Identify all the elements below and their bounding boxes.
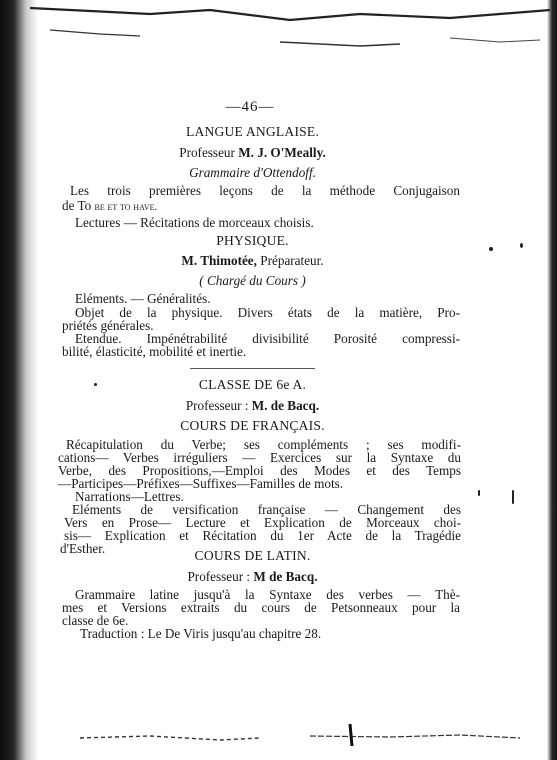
- professor-line-classe: [75, 398, 430, 413]
- scan-noise-top: [30, 0, 550, 60]
- text-fragment: de To: [62, 198, 92, 213]
- course-note: ( Chargé du Cours ): [199, 273, 306, 288]
- scan-speck: [478, 490, 480, 496]
- professor-prefix: Professeur :: [185, 398, 249, 413]
- professor-prefix: Professeur :: [187, 569, 251, 584]
- professor-name: M. J. O'Meally.: [238, 145, 326, 160]
- class-heading: CLASSE DE 6e A.: [198, 377, 307, 392]
- page-number: —46—: [225, 99, 275, 115]
- text-line: Lectures — Récitations de morceaux choisis.: [75, 215, 314, 230]
- text-line: Grammaire latine jusqu'à la Syntaxe des verbes — Thè-: [75, 587, 460, 602]
- section-divider: [190, 368, 315, 369]
- scan-speck: [512, 490, 514, 504]
- scan-shadow-right: [547, 0, 557, 760]
- text-line: bilité, élasticité, mobilité et inertie.: [62, 344, 247, 359]
- section-heading-physique: PHYSIQUE.: [216, 233, 289, 248]
- text-line: d'Esther.: [60, 541, 106, 556]
- scan-noise-bottom: [60, 710, 540, 760]
- text-line: classe de 6e.: [62, 613, 129, 628]
- text-small-caps: be et to have.: [94, 201, 158, 213]
- text-line: Vers en Prose— Lecture et Explication de Morceaux choi-: [64, 515, 461, 530]
- text-line: Narrations—Lettres.: [75, 489, 184, 504]
- scan-speck: [489, 247, 493, 251]
- text-line: mes et Versions extraits du cours de Petsonneaux pour la: [62, 600, 460, 615]
- professor-line-physique: [75, 253, 430, 268]
- section-heading-francais: COURS DE FRANÇAIS.: [180, 418, 325, 433]
- professor-role: Préparateur.: [260, 253, 324, 268]
- professor-name: M. de Bacq.: [251, 398, 320, 413]
- text-line: Récapitulation du Verbe; ses compléments ; ses modifi-: [66, 437, 461, 452]
- text-line: Objet de la physique. Divers états de la matière, Pro-: [75, 305, 460, 320]
- text-line: priétés générales.: [62, 318, 154, 333]
- section-heading-anglais: LANGUE ANGLAISE.: [185, 124, 320, 139]
- professor-prefix: Professeur: [179, 145, 235, 160]
- professor-line-latin: [75, 569, 430, 584]
- text-line: cations— Verbes irréguliers — Exercices sur la Syntaxe du: [58, 450, 461, 465]
- text-line: Eléments de versification française — Changement des: [72, 502, 461, 517]
- text-line: Verbe, des Propositions,—Emploi des Modes et des Temps: [58, 463, 461, 478]
- professor-name: M. Thimotée,: [181, 253, 257, 268]
- scan-shadow-left: [0, 0, 38, 760]
- textbook-title: Grammaire d'Ottendoff.: [189, 165, 316, 180]
- text-line: Traduction : Le De Viris jusqu'au chapitre 28.: [80, 626, 322, 641]
- scan-speck: [520, 243, 523, 248]
- text-line: Eléments. — Généralités.: [75, 291, 211, 306]
- text-line: [62, 198, 157, 215]
- text-line: Les trois premières leçons de la méthode Conjugaison: [70, 183, 460, 198]
- section-heading-latin: COURS DE LATIN.: [194, 548, 311, 563]
- text-line: sis— Explication et Récitation du 1er Acte de la Tragédie: [64, 528, 461, 543]
- professor-name: M de Bacq.: [253, 569, 318, 584]
- text-line: —Participes—Préfixes—Suffixes—Familles de mots.: [58, 476, 344, 491]
- text-line: Etendue. Impénétrabilité divisibilité Porosité compressi-: [75, 331, 460, 346]
- professor-line-anglais: [75, 145, 430, 160]
